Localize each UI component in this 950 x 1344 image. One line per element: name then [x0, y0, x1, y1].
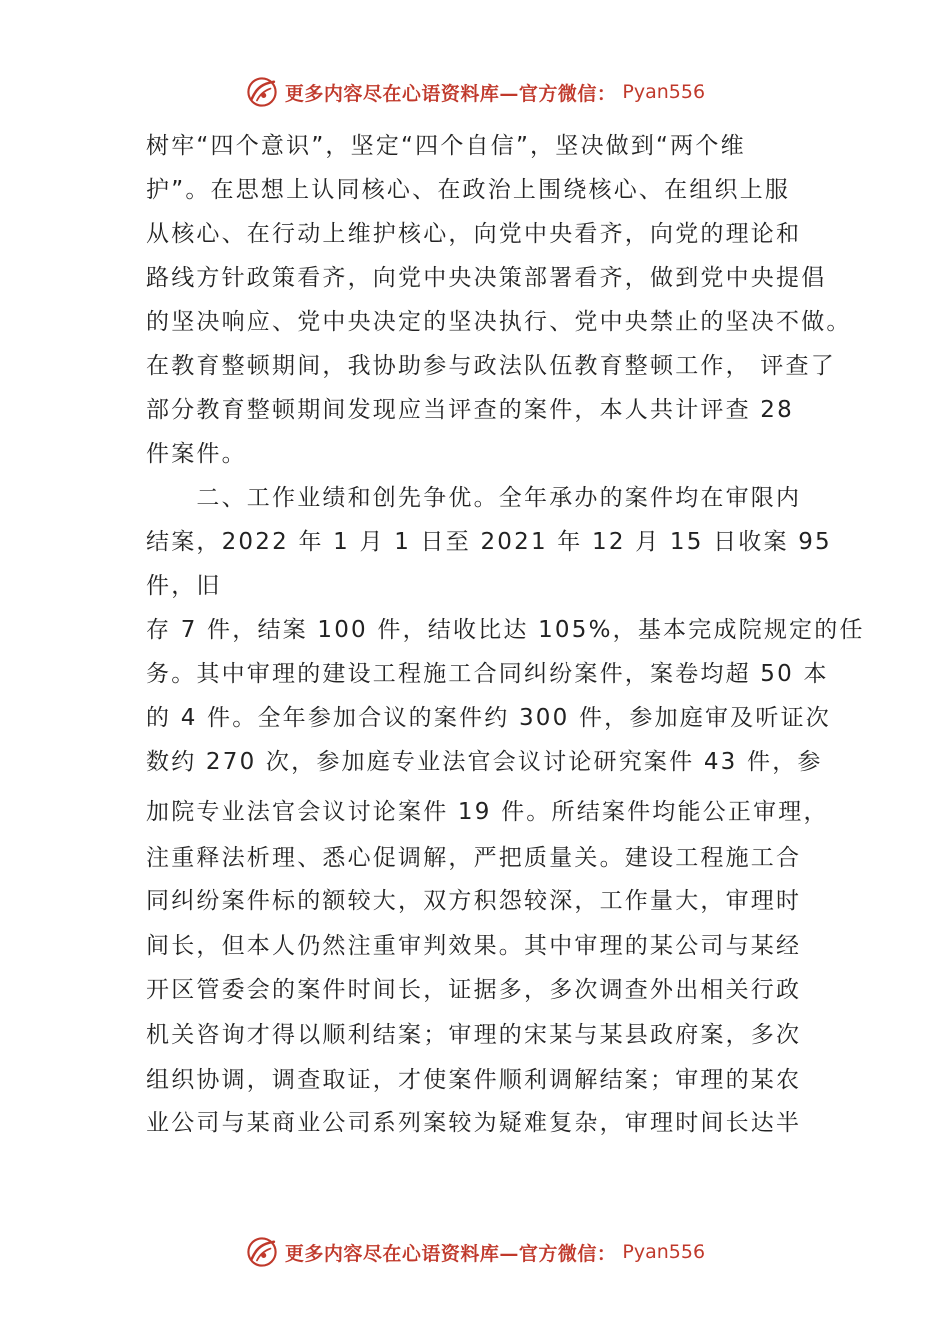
body-line: 间长，但本人仍然注重审判效果。其中审理的某公司与某经: [146, 933, 802, 959]
footer-banner-inner: [245, 1235, 705, 1269]
logo-icon: [245, 75, 279, 109]
footer-banner: [0, 1232, 950, 1272]
body-line: 注重释法析理、悉心促调解，严把质量关。建设工程施工合: [146, 845, 802, 871]
body-line: 数约 270 次，参加庭专业法官会议讨论研究案件 43 件，参: [146, 749, 823, 775]
body-line: 机关咨询才得以顺利结案；审理的宋某与某县政府案，多次: [146, 1022, 802, 1048]
header-banner-inner: [245, 75, 705, 109]
body-line: 件案件。: [146, 441, 247, 467]
body-line: 业公司与某商业公司系列案较为疑难复杂，审理时间长达半: [146, 1110, 802, 1136]
footer-wechat-id: Pyan556: [622, 1241, 706, 1263]
body-line: 护”。在思想上认同核心、在政治上围绕核心、在组织上服: [146, 177, 791, 203]
body-line: 结案，2022 年 1 月 1 日至 2021 年 12 月 15 日收案 95: [146, 529, 832, 555]
body-line: 从核心、在行动上维护核心，向党中央看齐，向党的理论和: [146, 221, 802, 247]
body-line: 开区管委会的案件时间长，证据多，多次调查外出相关行政: [146, 977, 802, 1003]
body-line: 在教育整顿期间，我协助参与政法队伍教育整顿工作， 评查了: [146, 353, 836, 379]
body-line: 务。其中审理的建设工程施工合同纠纷案件，案卷均超 50 本: [146, 661, 829, 687]
header-banner: [0, 72, 950, 112]
body-line: 树牢“四个意识”，坚定“四个自信”，坚决做到“两个维: [146, 133, 746, 159]
body-line: 组织协调，调查取证，才使案件顺利调解结案；审理的某农: [146, 1067, 802, 1093]
body-line: 的坚决响应、党中央决定的坚决执行、党中央禁止的坚决不做。: [146, 309, 852, 335]
body-line: 同纠纷案件标的额较大，双方积怨较深，工作量大，审理时: [146, 888, 802, 914]
logo-icon: [245, 1235, 279, 1269]
header-wechat-id: Pyan556: [622, 81, 706, 103]
body-line: 路线方针政策看齐，向党中央决策部署看齐，做到党中央提倡: [146, 265, 827, 291]
footer-banner-text: 更多内容尽在心语资料库—官方微信：: [284, 1242, 617, 1265]
body-line: 件，旧: [146, 573, 222, 599]
body-line: 部分教育整顿期间发现应当评查的案件，本人共计评查 28: [146, 397, 794, 423]
header-banner-text: 更多内容尽在心语资料库—官方微信：: [284, 82, 617, 105]
body-line: 存 7 件，结案 100 件，结收比达 105%，基本完成院规定的任: [146, 617, 865, 643]
body-line: 加院专业法官会议讨论案件 19 件。所结案件均能公正审理，: [146, 799, 829, 825]
body-line: 二、工作业绩和创先争优。全年承办的案件均在审限内: [146, 485, 802, 511]
body-line: 的 4 件。全年参加合议的案件约 300 件，参加庭审及听证次: [146, 705, 831, 731]
